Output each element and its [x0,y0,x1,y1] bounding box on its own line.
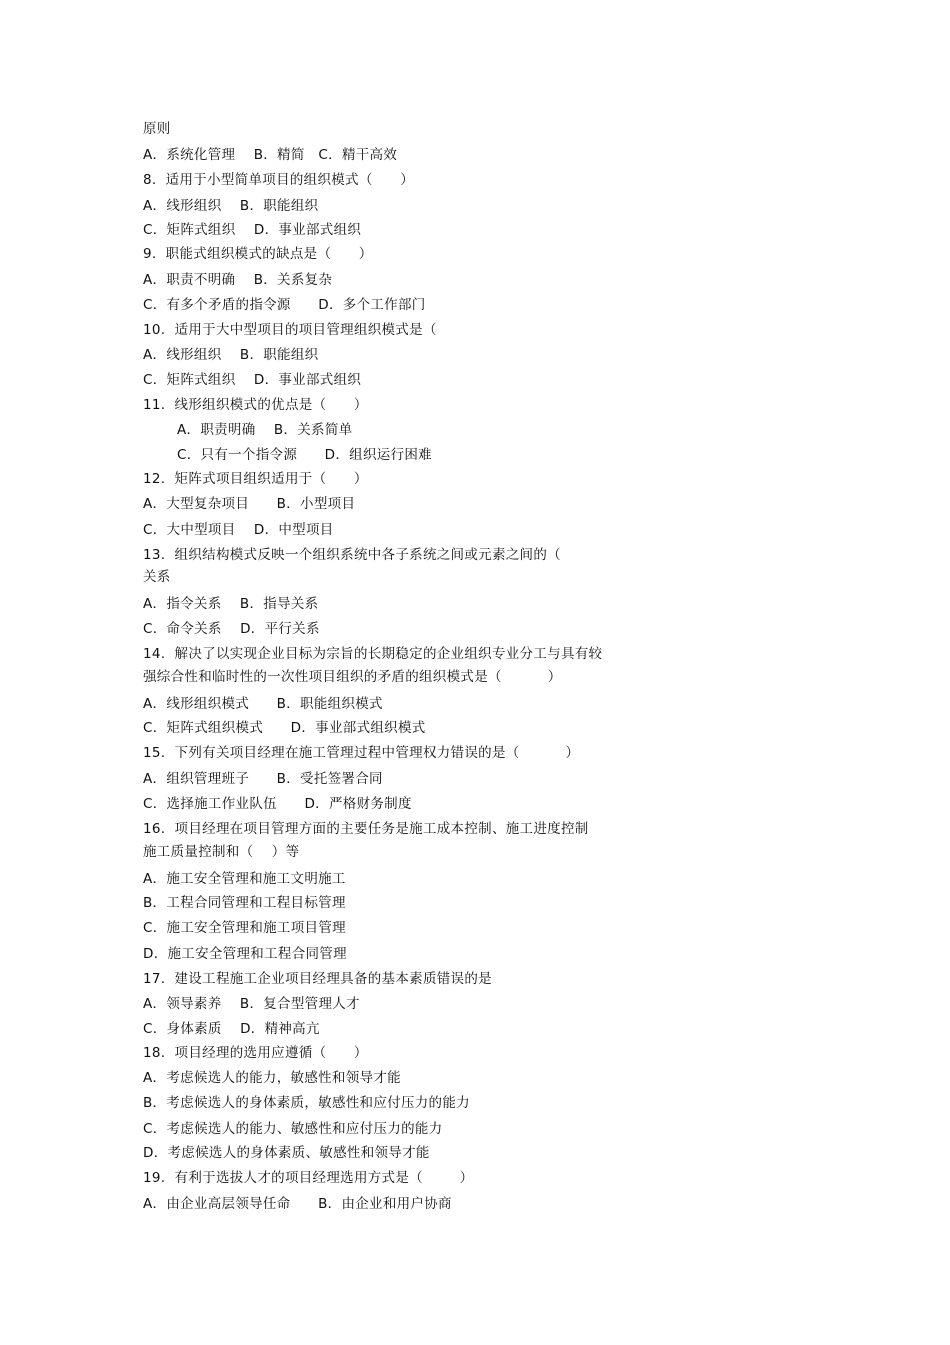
option-line: C．施工安全管理和施工项目管理 [143,920,346,936]
option-line: A．大型复杂项目 B．小型项目 [143,496,356,512]
option-line: C．大中型项目 D．中型项目 [143,522,334,538]
option-line: A．领导素养 B．复合型管理人才 [143,996,360,1012]
question-line: 9. 职能式组织模式的缺点是（ ） [143,246,373,262]
option-line: A．组织管理班子 B．受托签署合同 [143,771,383,787]
text-line: 原则 [143,121,171,137]
option-line: C．命令关系 D．平行关系 [143,621,320,637]
question-line: 19. 有利于选拔人才的项目经理选用方式是（ ） [143,1170,474,1186]
question-line: 17. 建设工程施工企业项目经理具备的基本素质错误的是 [143,971,492,987]
option-line: D．考虑候选人的身体素质、敏感性和领导才能 [143,1145,430,1161]
option-line: C．考虑候选人的能力、敏感性和应付压力的能力 [143,1121,443,1137]
option-line: D．施工安全管理和工程合同管理 [143,946,347,962]
option-line: C．有多个矛盾的指令源 D．多个工作部门 [143,297,426,313]
option-line: A．指令关系 B．指导关系 [143,596,319,612]
text-line: A．系统化管理 B．精简 C．精干高效 [143,147,398,163]
option-line: C．矩阵式组织 D．事业部式组织 [143,222,362,238]
question-line: 10. 适用于大中型项目的项目管理组织模式是（ [143,322,437,338]
option-line: A．由企业高层领导任命 B．由企业和用户协商 [143,1196,452,1212]
text-line: 关系 [143,569,171,585]
option-line: A．考虑候选人的能力，敏感性和领导才能 [143,1070,401,1086]
question-line: 16. 项目经理在项目管理方面的主要任务是施工成本控制、施工进度控制 [143,821,589,837]
option-line: B．工程合同管理和工程目标管理 [143,895,346,911]
question-line: 14. 解决了以实现企业目标为宗旨的长期稳定的企业组织专业分工与具有较 [143,646,603,662]
option-line: A．线形组织 B．职能组织 [143,198,319,214]
question-line: 8. 适用于小型简单项目的组织模式（ ） [143,172,415,188]
option-line: A．职责不明确 B．关系复杂 [143,272,333,288]
question-line: 12. 矩阵式项目组织适用于（ ） [143,471,368,487]
question-line: 18. 项目经理的选用应遵循（ ） [143,1045,368,1061]
question-line: 15. 下列有关项目经理在施工管理过程中管理权力错误的是（ ） [143,745,580,761]
question-line: 13. 组织结构模式反映一个组织系统中各子系统之间或元素之间的（ [143,547,561,563]
option-line: C．选择施工作业队伍 D．严格财务制度 [143,796,412,812]
option-line: C．身体素质 D．精神高亢 [143,1021,320,1037]
option-line: C．矩阵式组织模式 D．事业部式组织模式 [143,720,426,736]
option-line: C．只有一个指令源 D．组织运行困难 [177,447,432,463]
text-line: 施工质量控制和（ ）等 [143,844,300,860]
question-line: 11. 线形组织模式的优点是（ ） [143,397,368,413]
text-line: 强综合性和临时性的一次性项目组织的矛盾的组织模式是（ ） [143,669,562,685]
option-line: A．施工安全管理和施工文明施工 [143,871,346,887]
option-line: A．线形组织模式 B．职能组织模式 [143,696,383,712]
option-line: B．考虑候选人的身体素质，敏感性和应付压力的能力 [143,1095,470,1111]
option-line: A．线形组织 B．职能组织 [143,347,319,363]
option-line: A．职责明确 B．关系简单 [177,422,353,438]
option-line: C．矩阵式组织 D．事业部式组织 [143,372,362,388]
